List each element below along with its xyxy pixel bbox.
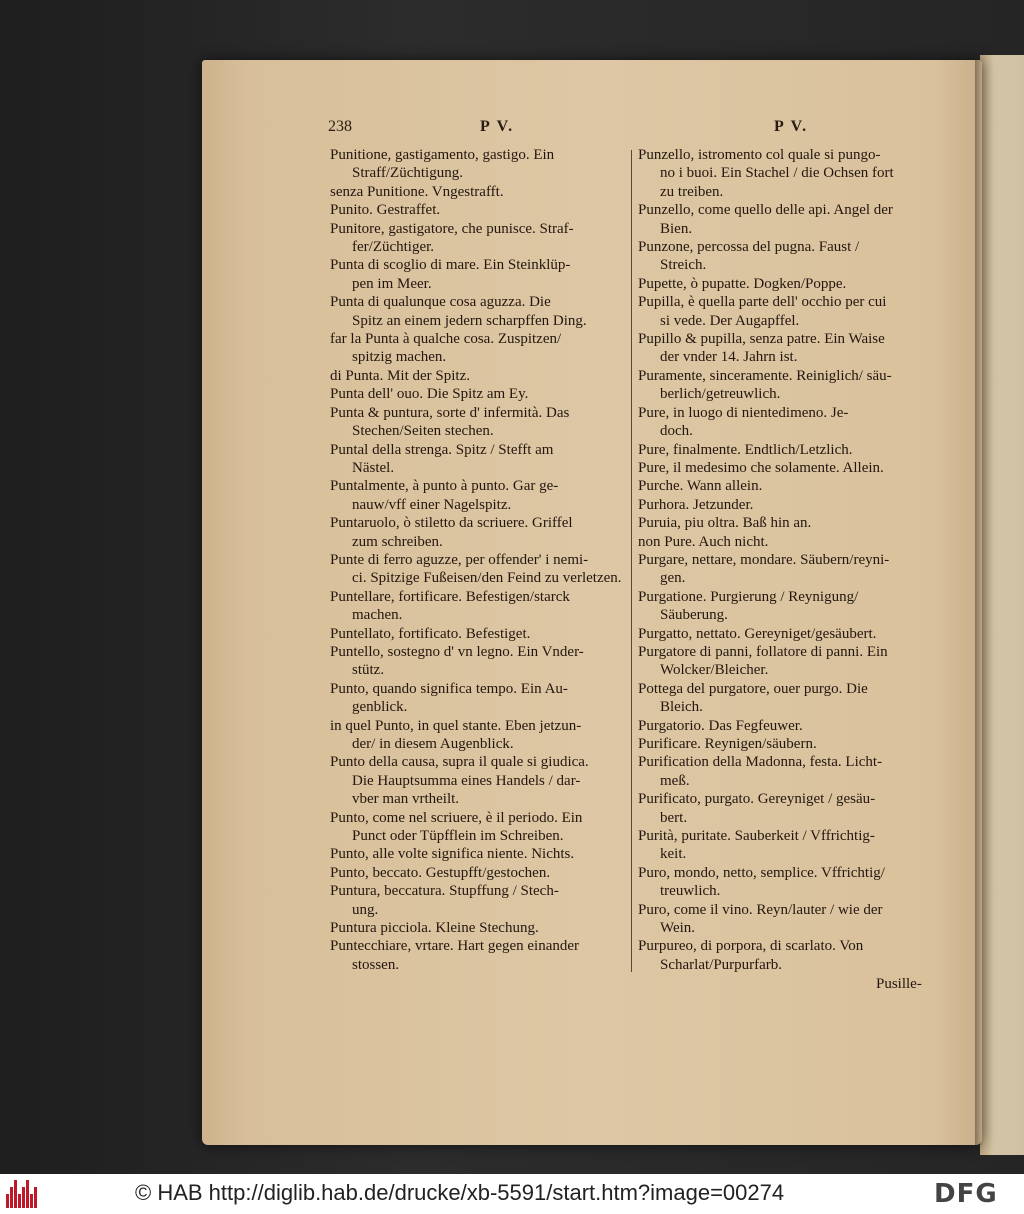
entry-line: Puntellato, fortificato. Befestiget. <box>330 625 531 642</box>
dictionary-entry <box>330 441 626 478</box>
entry-line: in quel Punto, in quel stante. Eben jetzun- <box>330 717 582 734</box>
dictionary-entry <box>638 441 936 459</box>
entry-line: nauw/vff einer Nagelspitz. <box>352 496 512 513</box>
entry-line: Puro, come il vino. Reyn/lauter / wie der <box>638 901 883 918</box>
dictionary-entry <box>330 256 626 293</box>
dictionary-entry <box>330 864 626 882</box>
dictionary-entry <box>638 901 936 938</box>
entry-line: Purità, puritate. Sauberkeit / Vffrichtig- <box>638 828 875 845</box>
dictionary-entry <box>638 588 936 625</box>
entry-line: Bien. <box>660 220 693 237</box>
entry-line: Puramente, sinceramente. Reiniglich/ säu- <box>638 367 892 384</box>
dictionary-entry <box>330 183 626 201</box>
dictionary-entry <box>638 477 936 495</box>
dictionary-entry <box>638 293 936 330</box>
entry-line: fer/Züchtiger. <box>352 239 435 256</box>
entry-line: Puntura picciola. Kleine Stechung. <box>330 920 539 937</box>
entry-line: Pure, il medesimo che solamente. Allein. <box>638 459 884 476</box>
entry-line: Punta dell' ouo. Die Spitz am Ey. <box>330 386 529 403</box>
catchword: Pusille- <box>876 976 922 992</box>
dictionary-entry <box>330 514 626 551</box>
entry-line: Punto della causa, supra il quale si giudica. <box>330 754 589 771</box>
entry-line: Puntellare, fortificare. Befestigen/starck <box>330 588 570 605</box>
entry-line: Punto, alle volte significa niente. Nichts. <box>330 846 575 863</box>
dictionary-entry <box>330 919 626 937</box>
dictionary-entry <box>330 146 626 183</box>
dictionary-entry <box>638 625 936 643</box>
entry-line: treuwlich. <box>660 883 721 900</box>
entry-line: Stechen/Seiten stechen. <box>352 423 494 440</box>
dictionary-entry <box>638 643 936 680</box>
dictionary-entry <box>638 367 936 404</box>
dictionary-entry <box>638 735 936 753</box>
entry-line: Punzone, percossa del pugna. Faust / <box>638 239 860 256</box>
dictionary-entry <box>638 827 936 864</box>
dictionary-entry <box>330 937 626 974</box>
page-number: 238 <box>328 118 352 135</box>
dictionary-entry <box>638 330 936 367</box>
adjacent-page-edge <box>980 55 1024 1155</box>
entry-line: Punto, beccato. Gestupfft/gestochen. <box>330 864 551 881</box>
entry-line: Punito. Gestraffet. <box>330 202 441 219</box>
entry-line: bert. <box>660 809 688 826</box>
entry-line: Puruia, piu oltra. Baß hin an. <box>638 515 812 532</box>
entry-line: Pottega del purgatore, ouer purgo. Die <box>638 680 868 697</box>
entry-line: Purgatorio. Das Fegfeuwer. <box>638 717 803 734</box>
entry-line: Purche. Wann allein. <box>638 478 763 495</box>
entry-line: gen. <box>660 570 686 587</box>
dictionary-entry <box>638 864 936 901</box>
entry-line: zu treiben. <box>660 183 724 200</box>
hab-logo-bar <box>30 1194 33 1208</box>
entry-line: si vede. Der Augapffel. <box>660 312 800 329</box>
entry-line: Purhora. Jetzunder. <box>638 496 754 513</box>
entry-line: Puntal della strenga. Spitz / Stefft am <box>330 441 554 458</box>
entry-line: Pupilla, è quella parte dell' occhio per cui <box>638 294 887 311</box>
entry-line: Punte di ferro aguzze, per offender' i nemi- <box>330 551 589 568</box>
hab-logo-bar <box>10 1187 13 1208</box>
entry-line: Punzello, come quello delle api. Angel der <box>638 202 893 219</box>
entry-line: di Punta. Mit der Spitz. <box>330 367 470 384</box>
entry-line: berlich/getreuwlich. <box>660 386 781 403</box>
entry-line: keit. <box>660 846 687 863</box>
entry-line: der/ in diesem Augenblick. <box>352 736 514 752</box>
dictionary-entry <box>638 514 936 532</box>
right-running-head: P V. <box>774 118 809 135</box>
entry-line: vber man vrtheilt. <box>352 791 460 808</box>
entry-line: Puntura, beccatura. Stupffung / Stech- <box>330 883 559 900</box>
entry-line: Bleich. <box>660 699 703 716</box>
dfg-logo[interactable]: DFG <box>934 1179 998 1209</box>
entry-line: Puro, mondo, netto, semplice. Vffrichtig/ <box>638 864 885 881</box>
hab-logo-bar <box>18 1194 21 1208</box>
dictionary-entry <box>638 496 936 514</box>
entry-line: Pupillo & pupilla, senza patre. Ein Waise <box>638 331 885 348</box>
entry-line: Puntaruolo, ò stiletto da scriuere. Griffel <box>330 515 573 532</box>
dictionary-entry <box>638 551 936 588</box>
left-running-head: P V. <box>480 118 515 135</box>
entry-line: Puntello, sostegno d' vn legno. Ein Vnder- <box>330 643 584 660</box>
dictionary-entry <box>330 551 626 588</box>
dictionary-entry <box>330 753 626 808</box>
hab-logo-bar <box>26 1180 29 1208</box>
entry-line: Pupette, ò pupatte. Dogken/Poppe. <box>638 275 847 292</box>
copyright-url-text[interactable]: © HAB http://diglib.hab.de/drucke/xb-5591/start.htm?image=00274 <box>135 1180 785 1205</box>
page-gutter-shadow <box>975 60 983 1145</box>
entry-line: Punzello, istromento col quale si pungo- <box>638 147 881 163</box>
entry-line: stütz. <box>352 662 385 679</box>
entry-line: Punitione, gastigamento, gastigo. Ein <box>330 147 555 163</box>
entry-line: Scharlat/Purpurfarb. <box>660 956 783 973</box>
entry-line: Purgare, nettare, mondare. Säubern/reyni- <box>638 551 890 568</box>
dictionary-entry <box>638 238 936 275</box>
dictionary-entry <box>638 404 936 441</box>
entry-line: Purification della Madonna, festa. Licht- <box>638 754 883 771</box>
left-column <box>330 146 626 974</box>
hab-logo-bar <box>22 1187 25 1208</box>
dictionary-entry <box>330 404 626 441</box>
dictionary-entry <box>638 533 936 551</box>
dictionary-entry <box>638 201 936 238</box>
entry-line: Punct oder Tüpfflein im Schreiben. <box>352 828 564 845</box>
entry-line: machen. <box>352 607 403 624</box>
dictionary-entry <box>330 882 626 919</box>
right-column <box>638 146 936 974</box>
entry-line: Nästel. <box>352 459 395 476</box>
entry-line: ung. <box>352 901 379 918</box>
dictionary-entry <box>638 717 936 735</box>
entry-line: Purgatione. Purgierung / Reynigung/ <box>638 588 859 605</box>
dictionary-entry <box>638 937 936 974</box>
dictionary-entry <box>330 293 626 330</box>
entry-line: Punto, quando significa tempo. Ein Au- <box>330 680 568 697</box>
entry-line: Straff/Züchtigung. <box>352 165 463 182</box>
entry-line: Punta & puntura, sorte d' infermità. Das <box>330 404 570 421</box>
entry-line: Spitz an einem jedern scharpffen Ding. <box>352 312 587 329</box>
entry-line: Pure, finalmente. Endtlich/Letzlich. <box>638 441 853 458</box>
entry-line: Purificare. Reynigen/säubern. <box>638 736 817 752</box>
entry-line: Streich. <box>660 257 707 274</box>
entry-line: zum schreiben. <box>352 533 443 550</box>
entry-line: doch. <box>660 423 693 440</box>
dictionary-entry <box>638 753 936 790</box>
entry-line: Purgatore di panni, follatore di panni. Ein <box>638 643 888 660</box>
entry-line: pen im Meer. <box>352 275 432 292</box>
entry-line: genblick. <box>352 699 408 716</box>
dictionary-entry <box>330 625 626 643</box>
entry-line: Punto, come nel scriuere, è il periodo. Ein <box>330 809 583 826</box>
entry-line: spitzig machen. <box>352 349 447 366</box>
dictionary-entry <box>638 275 936 293</box>
dictionary-entry <box>638 459 936 477</box>
entry-line: Purpureo, di porpora, di scarlato. Von <box>638 938 864 955</box>
dictionary-entry <box>330 220 626 257</box>
dictionary-entry <box>330 680 626 717</box>
dictionary-entry <box>330 717 626 754</box>
dictionary-entry <box>330 385 626 403</box>
entry-line: Säuberung. <box>660 607 728 624</box>
entry-line: meß. <box>660 772 690 789</box>
dictionary-entry <box>330 330 626 367</box>
dictionary-entry <box>330 643 626 680</box>
entry-line: Wolcker/Bleicher. <box>660 662 769 679</box>
column-divider <box>631 150 632 972</box>
dictionary-entry <box>330 588 626 625</box>
dictionary-entry <box>638 790 936 827</box>
hab-logo-icon[interactable] <box>6 1180 40 1208</box>
hab-logo-bar <box>14 1180 17 1208</box>
entry-line: der vnder 14. Jahrn ist. <box>660 349 798 366</box>
entry-line: Pure, in luogo di nientedimeno. Je- <box>638 404 849 421</box>
entry-line: Puntecchiare, vrtare. Hart gegen einander <box>330 938 580 955</box>
dictionary-entry <box>330 477 626 514</box>
entry-line: senza Punitione. Vngestrafft. <box>330 183 504 200</box>
hab-logo-bar <box>6 1194 9 1208</box>
entry-line: stossen. <box>352 956 400 973</box>
entry-line: Wein. <box>660 920 696 937</box>
entry-line: Punta di qualunque cosa aguzza. Die <box>330 294 551 311</box>
entry-line: no i buoi. Ein Stachel / die Ochsen fort <box>660 165 894 182</box>
entry-line: non Pure. Auch nicht. <box>638 533 769 550</box>
dictionary-entry <box>330 201 626 219</box>
entry-line: Puntalmente, à punto à punto. Gar ge- <box>330 478 559 495</box>
dictionary-entry <box>638 680 936 717</box>
hab-logo-bar <box>34 1187 37 1208</box>
entry-line: Purgatto, nettato. Gereyniget/gesäubert. <box>638 625 877 642</box>
entry-line: Die Hauptsumma eines Handels / dar- <box>352 772 581 789</box>
dictionary-entry <box>330 809 626 846</box>
dictionary-entry <box>330 367 626 385</box>
dictionary-entry <box>330 845 626 863</box>
entry-line: ci. Spitzige Fußeisen/den Feind zu verletzen. <box>352 570 622 587</box>
entry-line: Punitore, gastigatore, che punisce. Straf- <box>330 220 574 237</box>
footer-bar <box>0 1174 1024 1214</box>
dictionary-entry <box>638 146 936 201</box>
entry-line: Punta di scoglio di mare. Ein Steinklüp- <box>330 257 571 274</box>
entry-line: Purificato, purgato. Gereyniget / gesäu- <box>638 791 876 808</box>
entry-line: far la Punta à qualche cosa. Zuspitzen/ <box>330 331 562 348</box>
